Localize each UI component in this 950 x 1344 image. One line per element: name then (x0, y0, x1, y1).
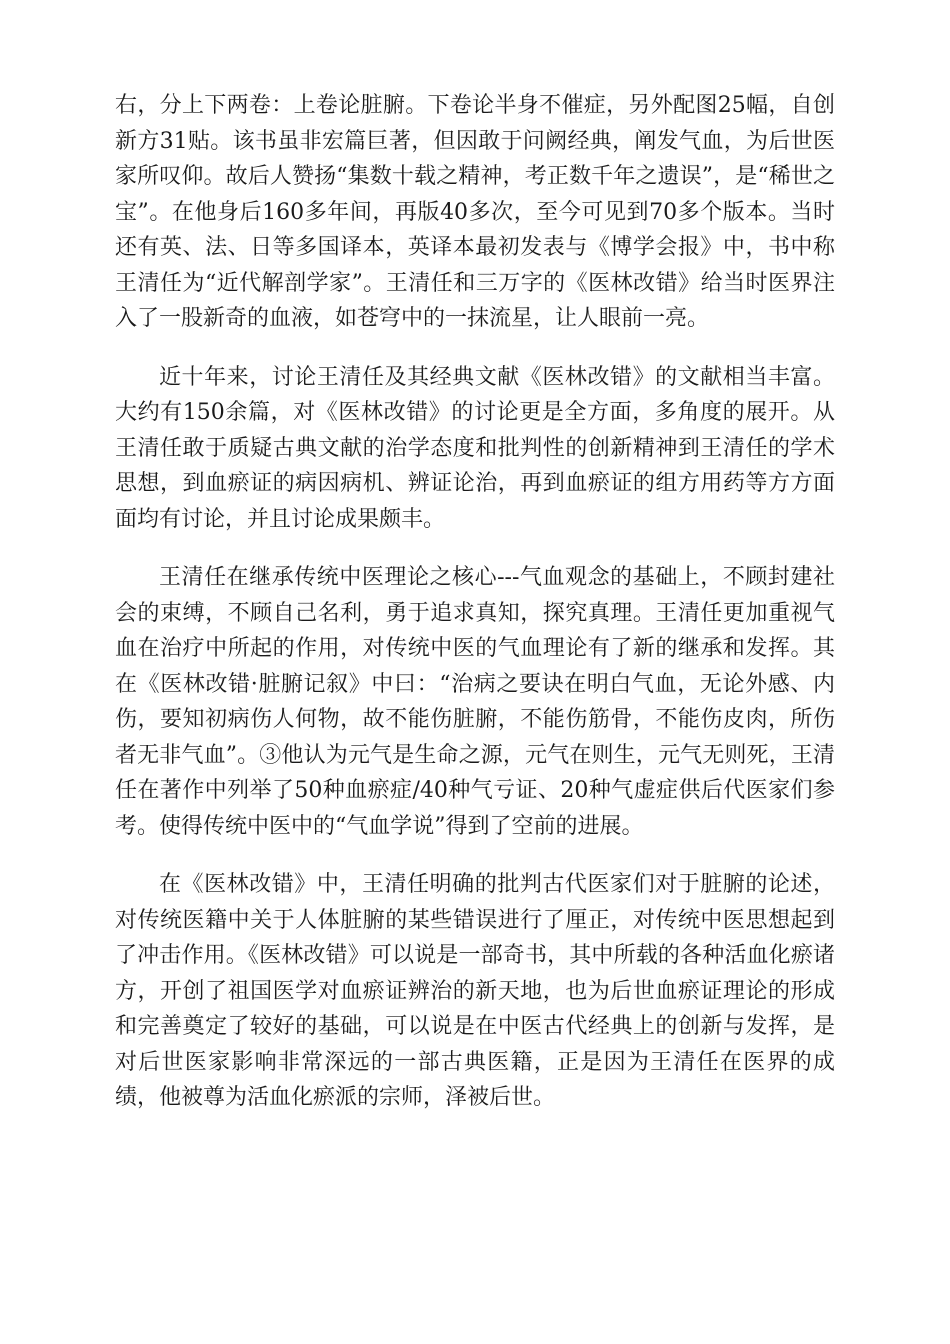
paragraph-qi-blood-theory: 王清任在继承传统中医理论之核心---气血观念的基础上，不顾封建社会的束缚，不顾自己名利，勇于追求真知，探究真理。王清任更加重视气血在治疗中所起的作用，对传统中医的气血理论有了新的继承和发挥。其在《医林改错·脏腑记叙》中曰：“治病之要诀在明白气血，无论外感、内伤，要知初病伤人何物，故不能伤脏腑，不能伤筋骨，不能伤皮肉，所伤者无非气血”。③他认为元气是生命之源，元气在则生，元气无则死，王清任在著作中列举了50种血瘀症/40种气亏证、20种气虚症供后代医家们参考。使得传统中医中的“气血学说”得到了空前的进展。 (115, 565, 835, 839)
document-body (115, 88, 835, 1139)
paragraph-research-review: 近十年来，讨论王清任及其经典文献《医林改错》的文献相当丰富。大约有150余篇，对《医林改错》的讨论更是全方面，多角度的展开。从王清任敢于质疑古典文献的治学态度和批判性的创新精神到王清任的学术思想，到血瘀证的病因病机、辨证论治，再到血瘀证的组方用药等方方面面均有讨论，并且讨论成果颇丰。 (115, 364, 835, 532)
paragraph-continued: 右，分上下两卷：上卷论脏腑。下卷论半身不催症，另外配图25幅，自创新方31贴。该书虽非宏篇巨著，但因敢于问阙经典，阐发气血，为后世医家所叹仰。故后人赞扬“集数十载之精神，考正数千年之遗误”，是“稀世之宝”。在他身后160多年间，再版40多次，至今可见到70多个版本。当时还有英、法、日等多国译本，英译本最初发表与《博学会报》中，书中称王清任为“近代解剖学家”。王清任和三万字的《医林改错》给当时医界注入了一股新奇的血液，如苍穹中的一抹流星，让人眼前一亮。 (115, 93, 835, 331)
paragraph-influence: 在《医林改错》中，王清任明确的批判古代医家们对于脏腑的论述，对传统医籍中关于人体脏腑的某些错误进行了厘正，对传统中医思想起到了冲击作用。《医林改错》可以说是一部奇书，其中所载的各种活血化瘀诸方，开创了祖国医学对血瘀证辨治的新天地，也为后世血瘀证理论的形成和完善奠定了较好的基础，可以说是在中医古代经典上的创新与发挥，是对后世医家影响非常深远的一部古典医籍，正是因为王清任在医界的成绩，他被尊为活血化瘀派的宗师，泽被后世。 (115, 872, 835, 1110)
